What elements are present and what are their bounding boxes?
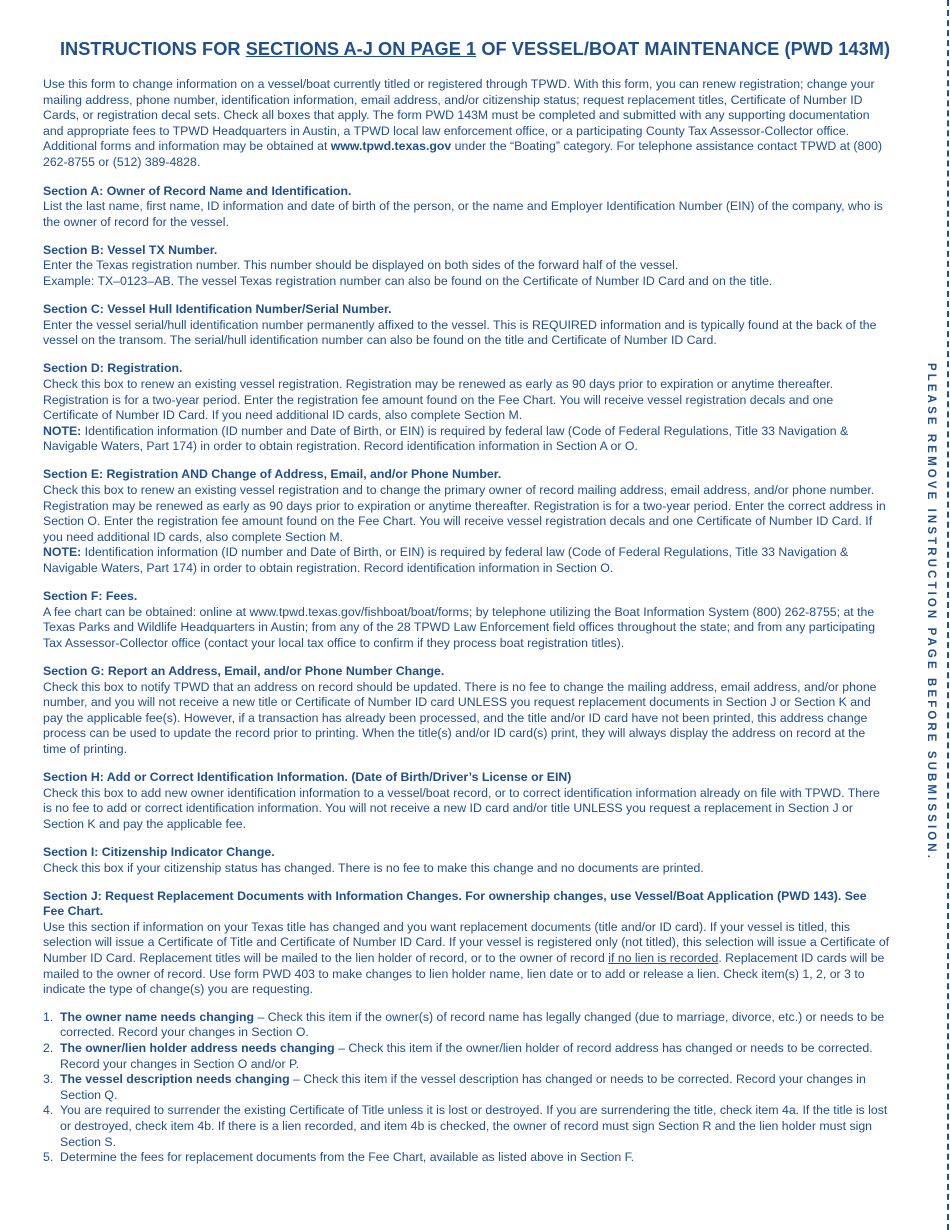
section-j-underlined: if no lien is recorded (608, 951, 719, 965)
item-number: 3. (43, 1072, 54, 1087)
note-label: NOTE: (43, 545, 82, 560)
section-j-heading: Section J: Request Replacement Documents with Information Changes. For ownership changes, use Vessel/Boat Application (PWD 143). See Fee Chart. (43, 888, 867, 919)
section-d-body: Check this box to renew an existing vessel registration. Registration may be renewed as early as 90 days prior to expiration or anytime thereafter. Registration is for a two-year period. Enter the registration fee amount found on the Fee Chart. You will receive vessel registration decals and one Certificate of Number ID Card. If you need additional ID cards, also complete Section M. (43, 377, 834, 423)
instructions-body (43, 77, 891, 1178)
item-bold: The owner name needs changing (60, 1009, 255, 1024)
section-f-body: A fee chart can be obtained: online at www.tpwd.texas.gov/fishboat/boat/forms; by telephone utilizing the Boat Information System (800) 262-8755; at the Texas Parks and Wildlife Headquarters in Austin; from any of the 28 TPWD Law Enforcement field offices throughout the state; and from any participating Tax Assessor-Collector office (contact your local tax office to confirm if they process boat registration titles). (43, 604, 876, 650)
section-g (43, 664, 891, 758)
item-text: Determine the fees for replacement documents from the Fee Chart, available as listed above in Section F. (60, 1150, 635, 1165)
item-number: 5. (43, 1150, 54, 1165)
list-item (43, 1072, 891, 1103)
perforation-line (947, 0, 949, 1230)
section-i-body: Check this box if your citizenship status has changed. There is no fee to make this change and no documents are printed. (43, 860, 704, 875)
section-e-body: Check this box to renew an existing vessel registration and to change the primary owner of record mailing address, email address, and/or phone number. Registration may be renewed as early as 90 days prior to expiration or anytime thereafter. Registration is for a two-year period. Enter the correct address in Section O. Enter the registration fee amount found on the Fee Chart. You will receive vessel registration decals and one Certificate of Number ID Card. If you need additional ID cards, also complete Section M. (43, 483, 886, 544)
intro-text: Use this form to change information on a vessel/boat currently titled or registered through TPWD. With this form, you can renew registration; change your mailing address, phone number, identification information, email address, and/or citizenship status; request replacement titles, Certificate of Number ID Cards, or registration decal sets. Check all boxes that apply. The form PWD 143M must be completed and submitted with any supporting documentation and appropriate fees to TPWD Headquarters in Austin, a TPWD local law enforcement office, or a participating County Tax Assessor-Collector office. Additional forms and information may be obtained at (43, 77, 875, 154)
section-a-heading: Section A: Owner of Record Name and Identification. (43, 183, 352, 198)
item-text: – Check this item if the vessel description has changed or needs to be corrected. Record your changes in Section Q. (60, 1072, 866, 1102)
item-bold: The vessel description needs changing (60, 1072, 290, 1087)
section-j (43, 889, 891, 1166)
section-e-note (43, 545, 891, 576)
section-i (43, 845, 891, 876)
page-title (0, 39, 950, 60)
list-item (43, 1150, 891, 1166)
section-c (43, 302, 891, 349)
section-j-body (43, 920, 891, 998)
section-i-heading: Section I: Citizenship Indicator Change. (43, 844, 275, 859)
section-d-heading: Section D: Registration. (43, 361, 183, 376)
item-number: 4. (43, 1103, 54, 1118)
item-text: – Check this item if the owner/lien holder of record address has changed or needs to be corrected. Record your changes in Section O and/or P. (60, 1040, 873, 1071)
title-suffix: OF VESSEL/BOAT MAINTENANCE (PWD 143M) (476, 39, 891, 59)
item-number: 1. (43, 1009, 54, 1024)
section-b-heading: Section B: Vessel TX Number. (43, 242, 218, 257)
section-c-body: Enter the vessel serial/hull identification number permanently affixed to the vessel. This is REQUIRED information and is typically found at the back of the vessel on the transom. The serial/hull identification number can also be found on the title and Certificate of Number ID Card. (43, 317, 877, 348)
intro-paragraph (43, 77, 891, 171)
section-g-body: Check this box to notify TPWD that an address on record should be updated. There is no fee to change the mailing address, email address, and/or phone number, and you will not receive a new title or Certificate of Number ID card UNLESS you request replacement documents in Section J or Section K and pay the applicable fee(s). However, if a transaction has already been processed, and the title and/or ID card have not been printed, this address change process can be used to update the record prior to printing. When the title(s) and/or ID card(s) print, they will always display the address on record at the time of printing. (43, 679, 877, 756)
section-e-heading: Section E: Registration AND Change of Address, Email, and/or Phone Number. (43, 467, 502, 482)
note-label: NOTE: (43, 423, 82, 438)
website-link[interactable]: www.tpwd.texas.gov (330, 139, 452, 154)
list-item (43, 1010, 891, 1041)
section-h (43, 770, 891, 832)
section-j-items (43, 1010, 891, 1166)
list-item (43, 1041, 891, 1072)
section-h-heading: Section H: Add or Correct Identification Information. (Date of Birth/Driver’s License or EIN) (43, 770, 572, 785)
section-h-body: Check this box to add new owner identification information to a vessel/boat record, or to correct identification information already on file with TPWD. There is no fee to add or correct identification information. You will not receive a new ID card and/or title UNLESS you request a replacement in Section J or Section K and pay the applicable fee. (43, 785, 880, 831)
section-f (43, 589, 891, 651)
title-underlined: SECTIONS A-J ON PAGE 1 (245, 39, 477, 59)
intro-text-end: under the “Boating” category. For telephone assistance contact TPWD at (800) 262-8755 or (512) 389-4828. (43, 139, 883, 169)
section-f-heading: Section F: Fees. (43, 589, 138, 604)
section-c-heading: Section C: Vessel Hull Identification Number/Serial Number. (43, 302, 392, 317)
note-text: Identification information (ID number and Date of Birth, or EIN) is required by federal law (Code of Federal Regulations, Title 33 Navigation & Navigable Waters, Part 174) in order to obtain registration. Record identification information in Section A or O. (43, 423, 849, 454)
title-prefix: INSTRUCTIONS FOR (59, 39, 246, 59)
section-a-body: List the last name, first name, ID information and date of birth of the person, or the name and Employer Identification Number (EIN) of the company, who is the owner of record for the vessel. (43, 199, 883, 229)
section-b-body-line2: Example: TX–0123–AB. The vessel Texas registration number can also be found on the Certificate of Number ID Card and on the title. (43, 274, 773, 289)
item-text: You are required to surrender the existing Certificate of Title unless it is lost or destroyed. If you are surrendering the title, check item 4a. If the title is lost or destroyed, check item 4b. If there is a lien recorded, and item 4b is checked, the owner of record must sign Section R and the lien holder must sign Section S. (60, 1103, 888, 1149)
section-d (43, 361, 891, 455)
section-a (43, 184, 891, 231)
section-e (43, 467, 891, 576)
section-g-heading: Section G: Report an Address, Email, and/or Phone Number Change. (43, 664, 445, 678)
section-d-note (43, 424, 891, 455)
side-notice: PLEASE REMOVE INSTRUCTION PAGE BEFORE SUBMISSION. (925, 362, 937, 862)
note-text: Identification information (ID number and Date of Birth, or EIN) is required by federal law (Code of Federal Regulations, Title 33 Navigation & Navigable Waters, Part 174) in order to obtain registration. Record identification information in Section O. (43, 545, 849, 576)
list-item (43, 1103, 891, 1150)
section-b-body-line1: Enter the Texas registration number. This number should be displayed on both sides of the forward half of the vessel. (43, 258, 679, 273)
section-j-text-end: . Replacement ID cards will be mailed to the owner of record. Use form PWD 403 to make changes to lien holder name, lien date or to add or release a lien. Check item(s) 1, 2, or 3 to indicate the type of change(s) you are requesting. (43, 951, 885, 997)
section-j-text: Use this section if information on your Texas title has changed and you want replacement documents (title and/or ID card). If your vessel is titled, this selection will issue a Certificate of Title and Certificate of Number ID Card. If your vessel is registered only (not titled), this selection will issue a Certificate of Number ID Card. Replacement titles will be mailed to the lien holder of record, or to the owner of record (43, 919, 890, 965)
item-text: – Check this item if the owner(s) of record name has legally changed (due to marriage, divorce, etc.) or needs to be corrected. Record your changes in Section O. (60, 1009, 885, 1040)
item-bold: The owner/lien holder address needs changing (60, 1040, 335, 1055)
section-b (43, 243, 891, 290)
item-number: 2. (43, 1040, 54, 1055)
